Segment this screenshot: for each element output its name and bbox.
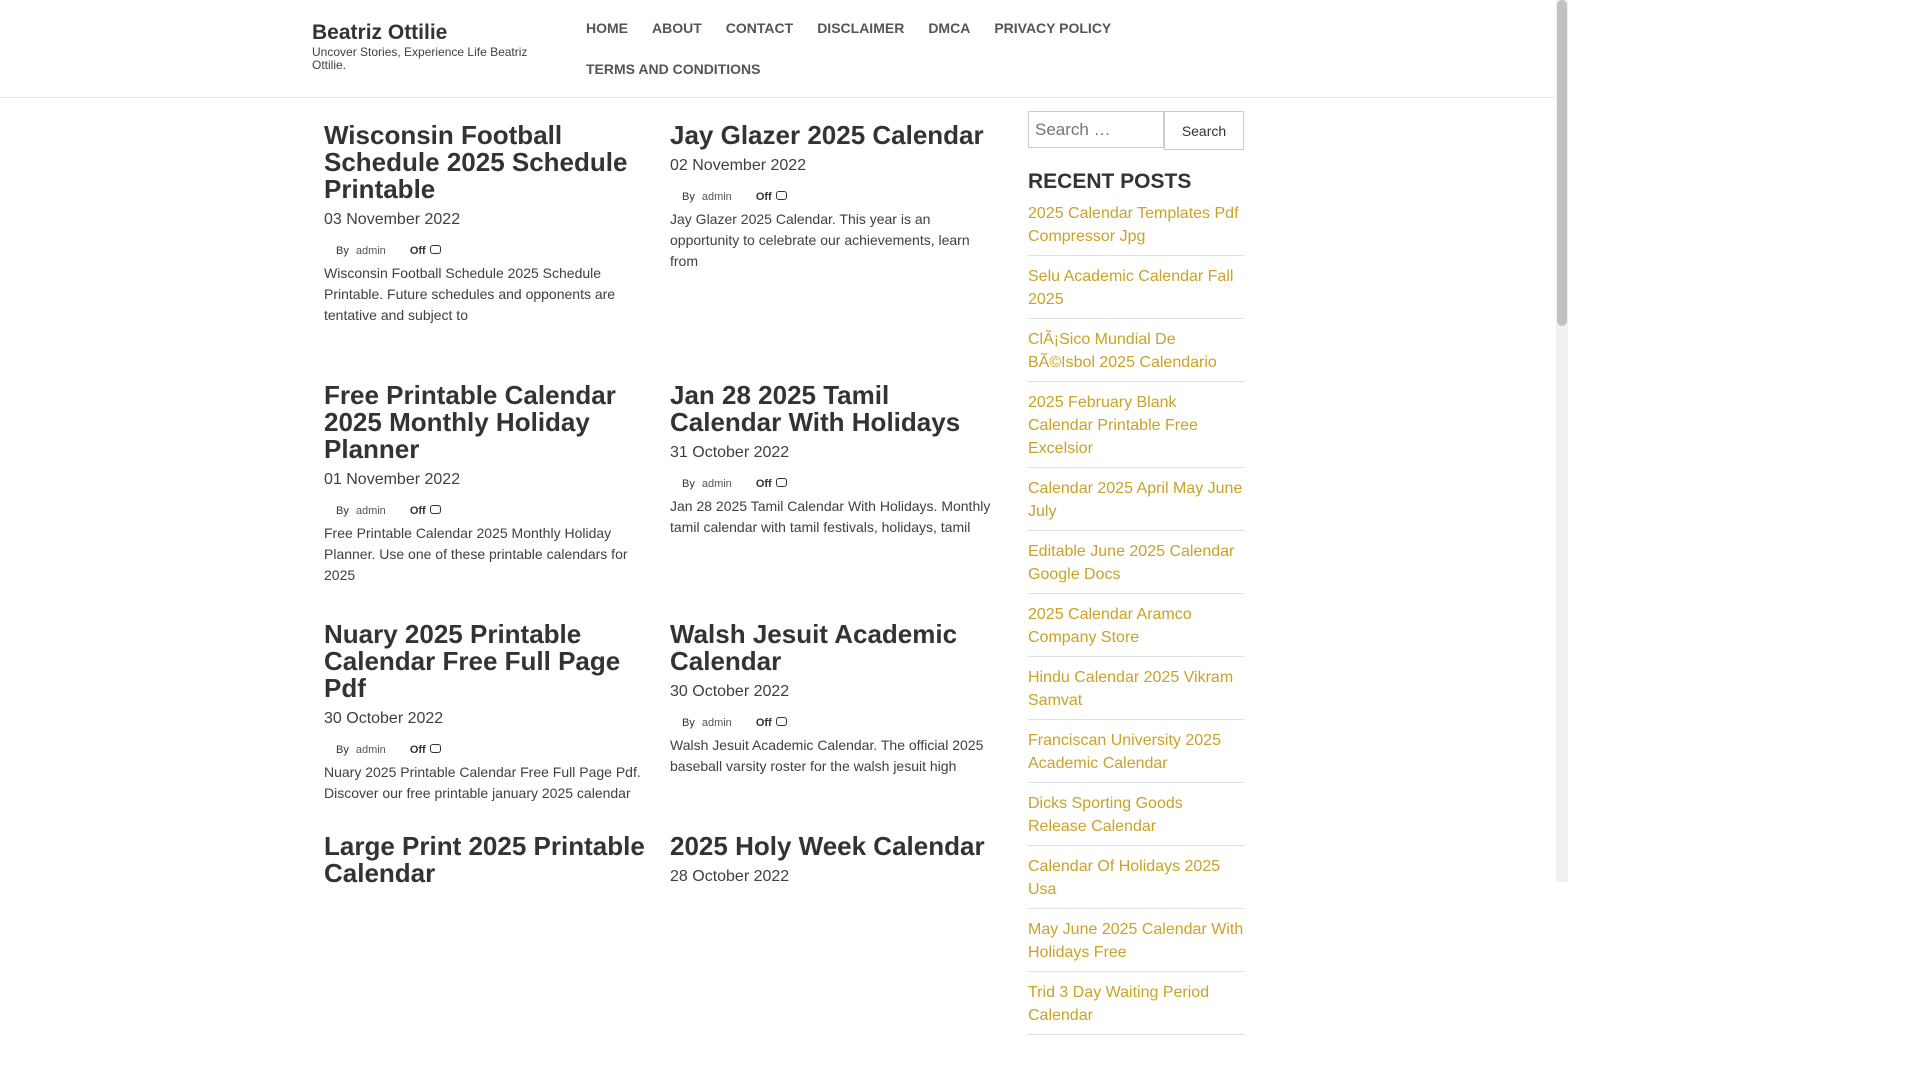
list-item (1028, 538, 1244, 594)
post-by-label: By (336, 744, 349, 756)
page-scrollbar-thumb[interactable] (1557, 0, 1567, 326)
post-excerpt: Jan 28 2025 Tamil Calendar With Holidays. Monthly tamil calendar with tamil festivals, holidays, tamil (670, 498, 991, 535)
list-item (1028, 326, 1244, 382)
list-item (1028, 200, 1244, 256)
site-title[interactable]: Beatriz Ottilie (312, 21, 448, 44)
comment-icon (776, 717, 787, 726)
search-input[interactable] (1028, 111, 1164, 148)
post-author[interactable]: admin (355, 505, 386, 517)
post-by-label: By (682, 717, 695, 729)
list-item (1028, 389, 1244, 468)
recent-post-link[interactable]: May June 2025 Calendar With Holidays Free (1028, 921, 1244, 961)
comment-icon (776, 478, 787, 487)
recent-post-link[interactable]: Franciscan University 2025 Academic Calendar (1028, 732, 1221, 772)
recent-post-link[interactable]: Calendar Of Holidays 2025 Usa (1028, 858, 1221, 898)
list-item (1028, 664, 1244, 720)
post-title[interactable]: Nuary 2025 Printable Calendar Free Full Page Pdf (324, 619, 621, 703)
post-excerpt: Nuary 2025 Printable Calendar Free Full Page Pdf. Discover our free printable january 2025 calendar (324, 764, 641, 801)
nav-terms-and-conditions[interactable]: TERMS AND CONDITIONS (586, 61, 761, 77)
list-item (1028, 853, 1244, 909)
comment-icon (430, 505, 441, 514)
nav-home[interactable]: HOME (586, 20, 628, 36)
post-date[interactable]: 30 October 2022 (324, 710, 444, 727)
post-card (670, 122, 992, 272)
recent-post-link[interactable]: 2025 February Blank Calendar Printable Free Excelsior (1028, 394, 1198, 457)
list-item (1028, 475, 1244, 531)
nav-dmca[interactable]: DMCA (928, 20, 971, 36)
nav-contact[interactable]: CONTACT (725, 20, 794, 36)
recent-post-link[interactable]: Dicks Sporting Goods Release Calendar (1028, 795, 1183, 835)
post-card (670, 621, 992, 777)
recent-post-link[interactable]: Trid 3 Day Waiting Period Calendar (1028, 984, 1210, 1024)
post-author[interactable]: admin (701, 717, 732, 729)
post-author[interactable]: admin (701, 478, 732, 490)
comment-icon (430, 744, 441, 753)
post-date[interactable]: 30 October 2022 (670, 683, 790, 700)
post-comments-status: Off (409, 505, 426, 517)
post-meta (324, 504, 646, 518)
sidebar (1028, 111, 1244, 1042)
site-description: Uncover Stories, Experience Life Beatriz Ottilie. (312, 45, 528, 72)
recent-post-link[interactable]: 2025 Calendar Templates Pdf Compressor Jpg (1028, 205, 1239, 245)
post-author[interactable]: admin (701, 191, 732, 203)
post-comments-status: Off (755, 478, 772, 490)
recent-post-link[interactable]: Editable June 2025 Calendar Google Docs (1028, 543, 1235, 583)
list-item (1028, 916, 1244, 972)
post-title[interactable]: Wisconsin Football Schedule 2025 Schedule Printable (324, 120, 628, 204)
post-excerpt: Jay Glazer 2025 Calendar. This year is an opportunity to celebrate our achievements, learn from (670, 211, 970, 269)
search-button[interactable]: Search (1164, 111, 1244, 150)
post-date[interactable]: 28 October 2022 (670, 868, 790, 885)
post-by-label: By (336, 505, 349, 517)
post-date[interactable]: 31 October 2022 (670, 444, 790, 461)
post-meta (670, 716, 992, 730)
post-excerpt: Walsh Jesuit Academic Calendar. The official 2025 baseball varsity roster for the walsh jesuit high (670, 737, 984, 774)
post-title[interactable]: 2025 Holy Week Calendar (670, 831, 985, 861)
post-meta (324, 743, 646, 757)
post-author[interactable]: admin (355, 744, 386, 756)
post-comments-status: Off (755, 717, 772, 729)
list-item (1028, 727, 1244, 783)
nav-about[interactable]: ABOUT (652, 20, 702, 36)
post-date[interactable]: 01 November 2022 (324, 471, 461, 488)
recent-post-link[interactable]: 2025 Calendar Aramco Company Store (1028, 606, 1192, 646)
comment-icon (776, 191, 787, 200)
post-title[interactable]: Walsh Jesuit Academic Calendar (670, 619, 958, 676)
post-card (324, 621, 646, 804)
post-date[interactable]: 03 November 2022 (324, 211, 461, 228)
post-title[interactable]: Jay Glazer 2025 Calendar (670, 120, 984, 150)
post-card (324, 382, 646, 586)
recent-post-link[interactable]: Hindu Calendar 2025 Vikram Samvat (1028, 669, 1234, 709)
post-meta (670, 477, 992, 491)
post-card (324, 833, 646, 887)
main-navigation (574, 0, 1134, 82)
post-by-label: By (682, 478, 695, 490)
post-excerpt: Wisconsin Football Schedule 2025 Schedule Printable. Future schedules and opponents are tentative and subject to (324, 265, 616, 323)
post-date[interactable]: 02 November 2022 (670, 157, 807, 174)
post-card (324, 122, 646, 326)
post-author[interactable]: admin (355, 245, 386, 257)
comment-icon (430, 245, 441, 254)
post-comments-status: Off (409, 744, 426, 756)
recent-post-link[interactable]: Selu Academic Calendar Fall 2025 (1028, 268, 1234, 308)
post-meta (324, 244, 646, 258)
site-header (0, 0, 1556, 98)
post-title[interactable]: Jan 28 2025 Tamil Calendar With Holidays (670, 380, 961, 437)
post-comments-status: Off (755, 191, 772, 203)
post-excerpt: Free Printable Calendar 2025 Monthly Holiday Planner. Use one of these printable calendars for 2025 (324, 525, 628, 583)
post-comments-status: Off (409, 245, 426, 257)
post-by-label: By (682, 191, 695, 203)
site-branding (312, 20, 542, 72)
list-item (1028, 601, 1244, 657)
search-form (1028, 111, 1244, 150)
nav-disclaimer[interactable]: DISCLAIMER (817, 20, 905, 36)
post-title[interactable]: Free Printable Calendar 2025 Monthly Holiday Planner (324, 380, 616, 464)
recent-posts-title: RECENT POSTS (1028, 170, 1192, 193)
list-item (1028, 263, 1244, 319)
post-card (670, 382, 992, 538)
nav-privacy-policy[interactable]: PRIVACY POLICY (994, 20, 1112, 36)
post-by-label: By (336, 245, 349, 257)
list-item (1028, 790, 1244, 846)
recent-posts-list (1028, 200, 1244, 1035)
post-card (670, 833, 992, 888)
list-item (1028, 979, 1244, 1035)
post-meta (670, 190, 992, 204)
post-title[interactable]: Large Print 2025 Printable Calendar (324, 831, 645, 888)
recent-post-link[interactable]: ClÃ¡Sico Mundial De BÃ©Isbol 2025 Calendario (1028, 331, 1217, 371)
recent-post-link[interactable]: Calendar 2025 April May June July (1028, 480, 1243, 520)
